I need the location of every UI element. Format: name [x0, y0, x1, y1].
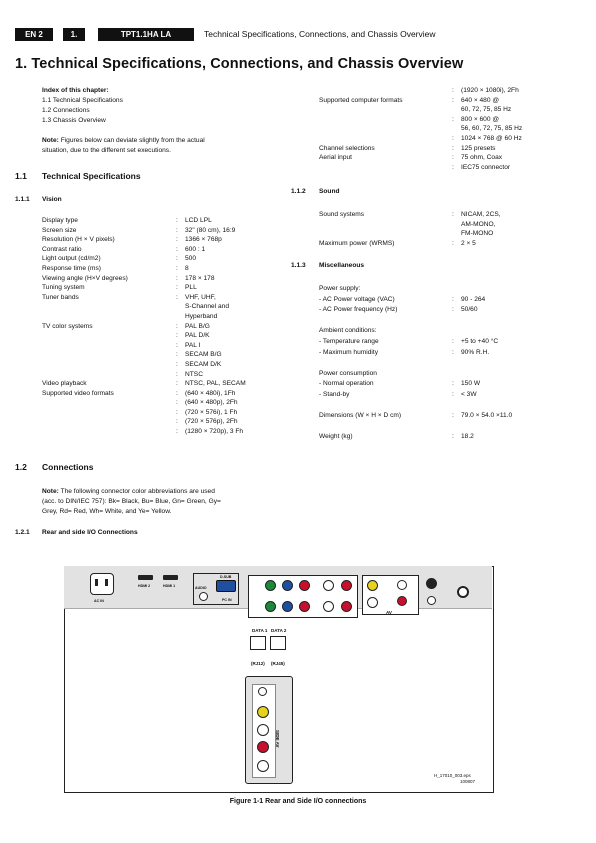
section-1-1-1-title: Vision	[42, 196, 62, 203]
section-1-1-3-title: Miscellaneous	[319, 262, 365, 269]
connections-note-line1	[42, 487, 215, 497]
headphone-jack	[427, 596, 436, 605]
misc-colons: : : : : : : : :	[452, 295, 454, 441]
service-connector	[426, 578, 437, 589]
aerial-input-jack	[457, 586, 469, 598]
vision-colons: : : : : : : : : : : : : : : : : : : : : :	[176, 217, 178, 436]
section-1-2-1-number: 1.2.1	[15, 529, 30, 536]
hdmi1-label: HDMI 1	[163, 584, 176, 588]
data1-label: DATA 1	[252, 628, 268, 633]
connections-note-line2: (acc. to DIN/IEC 757): Bk= Black, Bu= Blue, Gn= Green, Gy=	[42, 498, 221, 505]
vision-values: LCD LPL 32" (80 cm), 16:9 1366 × 768p 600 : 1 500 8 178 × 178 PLL VHF, UHF, S-Channel and Hyperband PAL B/G PAL D/K PAL I SECAM B/G SECAM D/K NTSC NTSC, PAL, SECAM (640 × 480i), 1Fh (640 × 480p), 2Fh (720 × 576i), 1 Fh (720 × 576p), 2Fh (1280 × 720p), 3 Fh	[185, 217, 246, 436]
connections-note-text1: The following connector color abbreviations are used	[58, 488, 215, 495]
header-title: Technical Specifications, Connections, and Chassis Overview	[204, 29, 436, 39]
ac-in-label: AC IN	[94, 599, 104, 603]
index-note	[42, 136, 205, 146]
ac-pin-left	[95, 579, 98, 586]
chapter-title: 1. Technical Specifications, Connections, and Chassis Overview	[15, 56, 464, 72]
section-1-2-1-title: Rear and side I/O Connections	[42, 529, 138, 536]
pc-audio-jack	[199, 592, 208, 601]
ac-in-socket	[90, 573, 114, 595]
index-note-line1: Figures below can deviate slightly from the actual	[58, 137, 205, 144]
ext2-pr-jack	[299, 601, 310, 612]
connections-note-label: Note:	[42, 488, 59, 495]
dsub-label: D-SUB	[220, 575, 232, 579]
section-1-2-number: 1.2	[15, 462, 27, 472]
header-chapter-badge: 1.	[63, 28, 85, 41]
section-1-1-number: 1.1	[15, 171, 27, 181]
data2-port	[270, 636, 286, 650]
misc-values: 90 - 264 50/60 +5 to +40 °C 90% R.H. 150 W < 3W 79.0 × 54.0 ×11.0 18.2	[461, 295, 513, 441]
section-1-1-title: Technical Specifications	[42, 171, 141, 181]
index-heading: Index of this chapter:	[42, 87, 109, 94]
section-1-1-3-number: 1.1.3	[291, 262, 306, 269]
ext1-audio-r-jack	[341, 580, 352, 591]
hdmi2-label: HDMI 2	[138, 584, 151, 588]
diagram-date: 100807	[460, 779, 476, 784]
hdmi2-port	[138, 575, 153, 580]
section-1-2-title: Connections	[42, 462, 94, 472]
sound-colons: : :	[452, 211, 454, 247]
index-item-3: 1.3 Chassis Overview	[42, 117, 106, 124]
rj45-label: (RJ45)	[271, 661, 285, 666]
sound-values: NICAM, 2CS, AM-MONO, FM-MONO 2 × 5	[461, 211, 501, 247]
computer-formats-values: (1920 × 1080i), 2Fh 640 × 480 @ 60, 72, 75, 85 Hz 800 × 600 @ 56, 60, 72, 75, 85 Hz 1024 × 768 @ 60 Hz 125 presets 75 ohm, Coax IEC75 connector	[461, 87, 523, 171]
ext1-audio-l-jack	[323, 580, 334, 591]
ext1-pb-jack	[282, 580, 293, 591]
side-audio-l-jack	[257, 724, 269, 736]
section-1-1-2-title: Sound	[319, 188, 340, 195]
diagram-reference: H_17010_003.eps	[434, 773, 471, 778]
index-item-1: 1.1 Technical Specifications	[42, 97, 123, 104]
data2-label: DATA 2	[271, 628, 287, 633]
av-label: AV	[386, 610, 392, 615]
section-1-1-1-number: 1.1.1	[15, 196, 30, 203]
connections-note-line3: Grey, Rd= Red, Wh= White, and Ye= Yellow.	[42, 508, 172, 515]
side-svideo-jack	[257, 760, 269, 772]
index-note-line2: situation, due to the different set executions.	[42, 147, 171, 154]
ext2-audio-l-jack	[323, 601, 334, 612]
av-video-jack	[367, 580, 378, 591]
hdmi1-port	[163, 575, 178, 580]
audio-label: AUDIO	[195, 586, 207, 590]
header-lang-badge: EN 2	[15, 28, 53, 41]
side-video-jack	[257, 706, 269, 718]
rj12-label: (RJ12)	[251, 661, 265, 666]
side-audio-r-jack	[257, 741, 269, 753]
ext2-y-jack	[265, 601, 276, 612]
ext2-audio-r-jack	[341, 601, 352, 612]
computer-formats-colons: : : : : : : :	[452, 87, 454, 171]
section-1-1-2-number: 1.1.2	[291, 188, 306, 195]
side-headphone-jack	[258, 687, 267, 696]
ac-pin-right	[105, 579, 108, 586]
av-svideo-jack	[367, 597, 378, 608]
ext1-pr-jack	[299, 580, 310, 591]
av-audio-l-jack	[397, 580, 407, 590]
dsub-connector	[216, 580, 236, 592]
vision-labels: Display type Screen size Resolution (H × V pixels) Contrast ratio Light output (cd/m2) Response time (ms) Viewing angle (H×V degrees) Tuning system Tuner bands TV color systems Video playback Supported video formats	[42, 217, 128, 397]
side-av-label: SIDE AV	[275, 730, 280, 748]
ext1-y-jack	[265, 580, 276, 591]
index-note-label: Note:	[42, 137, 59, 144]
pc-in-label: PC IN	[222, 598, 232, 602]
data1-port	[250, 636, 266, 650]
index-item-2: 1.2 Connections	[42, 107, 90, 114]
av-audio-r-jack	[397, 596, 407, 606]
figure-caption: Figure 1-1 Rear and Side I/O connections	[229, 798, 367, 805]
header-model-badge: TPT1.1HA LA	[98, 28, 194, 41]
ext2-pb-jack	[282, 601, 293, 612]
misc-labels: Power supply: - AC Power voltage (VAC) - AC Power frequency (Hz) Ambient conditions: - Temperature range - Maximum humidity Power consumption - Normal operation - Stand-by Dimensions (W × H × D cm) Weight (kg)	[319, 285, 402, 441]
sound-labels: Sound systems Maximum power (WRMS)	[319, 211, 395, 247]
computer-formats-labels: Supported computer formats Channel selections Aerial input	[319, 96, 403, 162]
